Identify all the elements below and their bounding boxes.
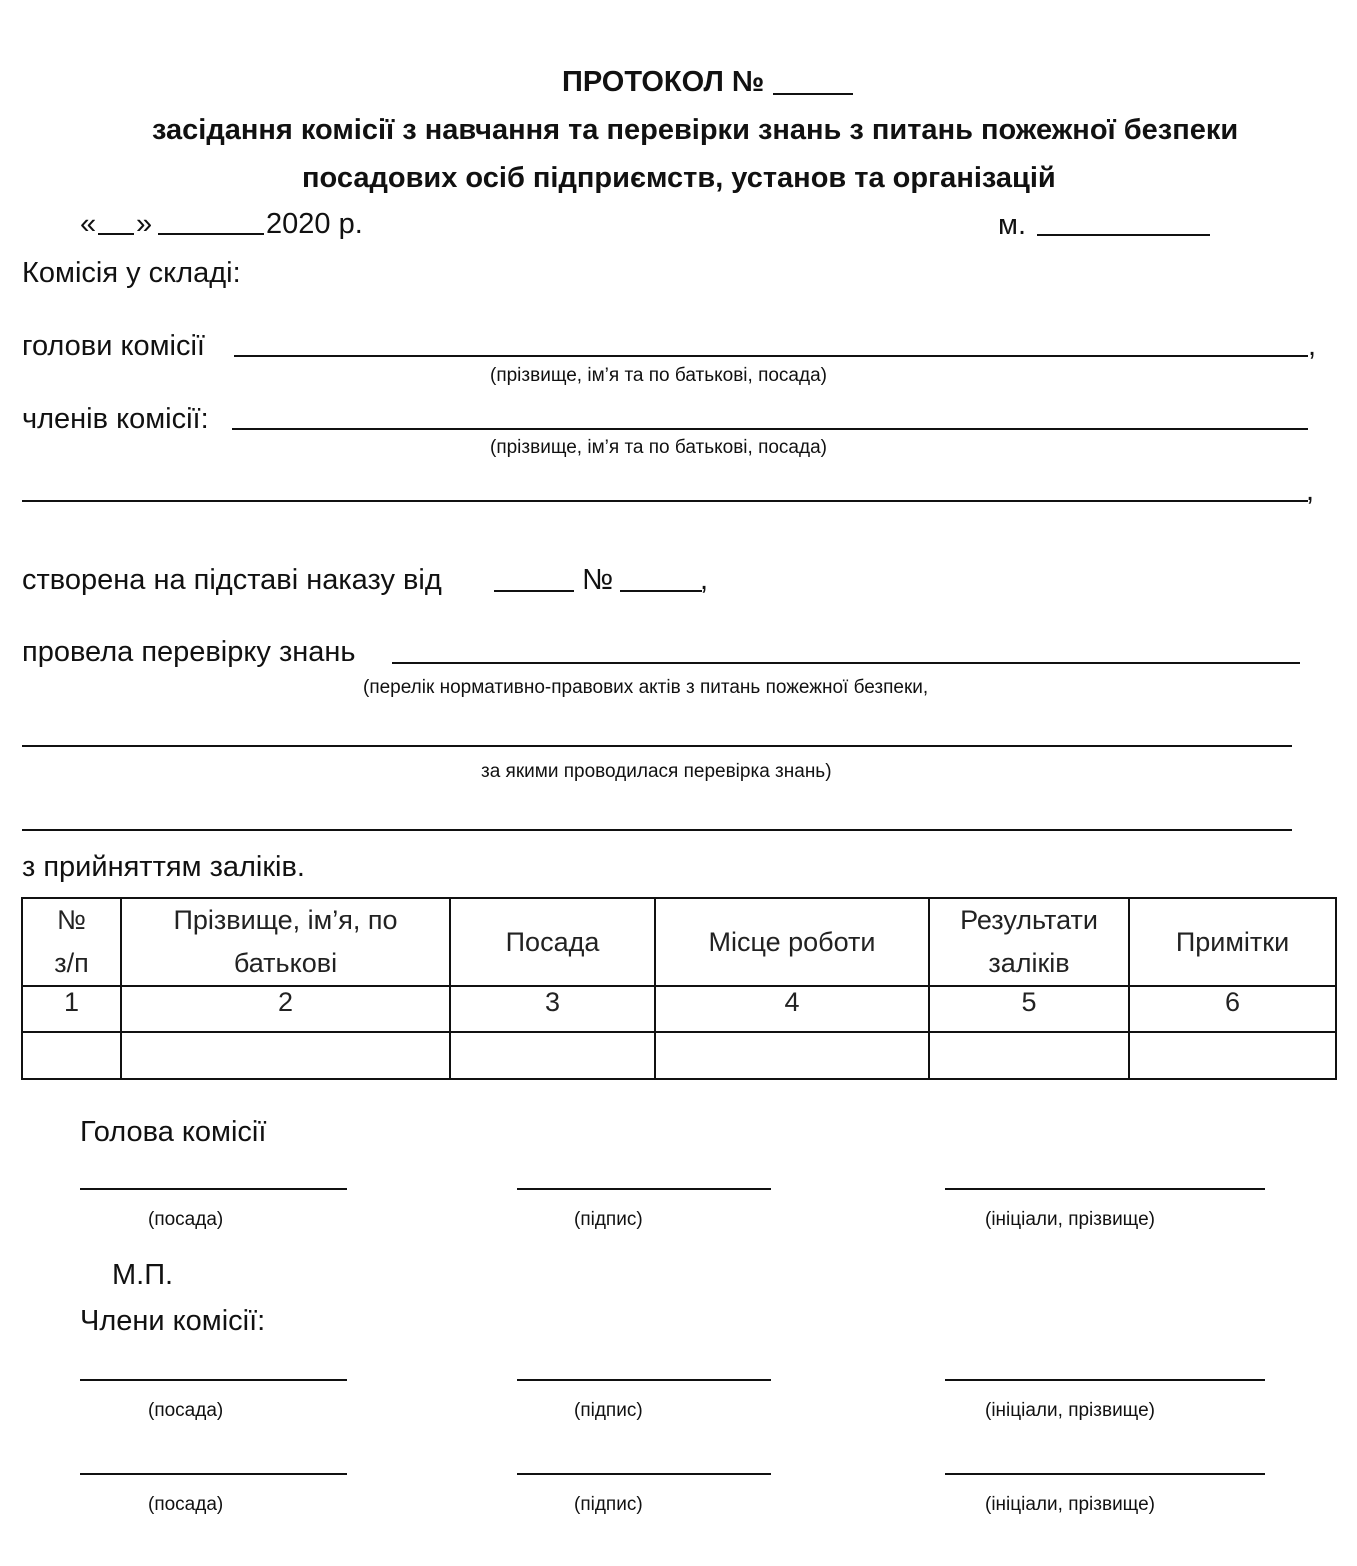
caption-name: (ініціали, прізвище) — [985, 1494, 1155, 1515]
member1-name-blank[interactable] — [945, 1379, 1265, 1381]
date-month-blank[interactable] — [158, 233, 264, 235]
members-label: членів комісії: — [22, 403, 209, 435]
header-full-name: Прізвище, ім’я, по батькові — [121, 898, 450, 986]
table-numbers-row — [22, 986, 1336, 1032]
order-number-sign: № — [582, 564, 614, 596]
caption-signature: (підпис) — [574, 1209, 643, 1230]
table-header-row — [22, 898, 1336, 986]
date-open-quote: « — [80, 208, 97, 240]
member1-position-blank[interactable] — [80, 1379, 347, 1381]
date-year: 2020 р. — [266, 208, 363, 240]
caption-name: (ініціали, прізвище) — [985, 1209, 1155, 1230]
members-heading: Члени комісії: — [80, 1305, 266, 1337]
caption-position: (посада) — [148, 1209, 224, 1230]
commission-heading: Комісія у складі: — [22, 257, 241, 289]
check-label: провела перевірку знань — [22, 636, 356, 668]
results-table — [21, 897, 1337, 1080]
caption-signature: (підпис) — [574, 1494, 643, 1515]
title-line-2: посадових осіб підприємств, установ та організацій — [302, 162, 1056, 194]
member2-name-blank[interactable] — [945, 1473, 1265, 1475]
header-workplace: Місце роботи — [655, 898, 929, 986]
chairman-name-blank[interactable] — [945, 1188, 1265, 1190]
chairman-comma: , — [1308, 330, 1317, 362]
chairman-caption: (прізвище, ім’я та по батькові, посада) — [490, 365, 827, 386]
header-notes: Примітки — [1129, 898, 1336, 986]
column-number-cell: 3 — [450, 986, 655, 1032]
chairman-label: голови комісії — [22, 330, 205, 362]
caption-signature: (підпис) — [574, 1400, 643, 1421]
protocol-number-blank[interactable] — [773, 93, 853, 95]
check-caption-2: за якими проводилася перевірка знань) — [481, 761, 832, 782]
table-cell[interactable] — [655, 1032, 929, 1079]
chairman-heading: Голова комісії — [80, 1116, 267, 1148]
table-cell[interactable] — [1129, 1032, 1336, 1079]
table-cell[interactable] — [22, 1032, 121, 1079]
chairman-position-blank[interactable] — [80, 1188, 347, 1190]
date-day-blank[interactable] — [98, 233, 134, 235]
order-number-blank[interactable] — [620, 590, 702, 592]
caption-position: (посада) — [148, 1400, 224, 1421]
check-blank-1[interactable] — [392, 662, 1300, 664]
check-closing: з прийняттям заліків. — [22, 851, 305, 883]
members-blank-2[interactable] — [22, 500, 1308, 502]
header-position: Посада — [450, 898, 655, 986]
members-blank[interactable] — [232, 428, 1308, 430]
chairman-blank[interactable] — [234, 355, 1308, 357]
header-results: Результати заліків — [929, 898, 1129, 986]
city-label: м. — [998, 209, 1026, 241]
table-row — [22, 1032, 1336, 1079]
protocol-title: ПРОТОКОЛ № — [562, 66, 765, 98]
title-line-1: засідання комісії з навчання та перевірки знань з питань пожежної безпеки — [152, 114, 1239, 146]
header-number: № з/п — [22, 898, 121, 986]
member1-signature-blank[interactable] — [517, 1379, 771, 1381]
column-number-cell: 4 — [655, 986, 929, 1032]
order-comma: , — [700, 564, 709, 596]
member2-signature-blank[interactable] — [517, 1473, 771, 1475]
caption-position: (посада) — [148, 1494, 224, 1515]
check-caption-1: (перелік нормативно-правових актів з питань пожежної безпеки, — [363, 677, 929, 698]
column-number-cell: 1 — [22, 986, 121, 1032]
column-number-cell: 2 — [121, 986, 450, 1032]
date-close-quote: » — [136, 208, 153, 240]
members-comma: , — [1306, 475, 1315, 507]
chairman-signature-blank[interactable] — [517, 1188, 771, 1190]
member2-position-blank[interactable] — [80, 1473, 347, 1475]
caption-name: (ініціали, прізвище) — [985, 1400, 1155, 1421]
order-date-blank[interactable] — [494, 590, 574, 592]
check-blank-3[interactable] — [22, 829, 1292, 831]
table-cell[interactable] — [121, 1032, 450, 1079]
city-blank[interactable] — [1037, 234, 1210, 236]
table-cell[interactable] — [929, 1032, 1129, 1079]
stamp-label: М.П. — [112, 1259, 174, 1291]
check-blank-2[interactable] — [22, 745, 1292, 747]
order-text: створена на підставі наказу від — [22, 564, 442, 596]
column-number-cell: 6 — [1129, 986, 1336, 1032]
members-caption: (прізвище, ім’я та по батькові, посада) — [490, 437, 827, 458]
table-cell[interactable] — [450, 1032, 655, 1079]
column-number-cell: 5 — [929, 986, 1129, 1032]
